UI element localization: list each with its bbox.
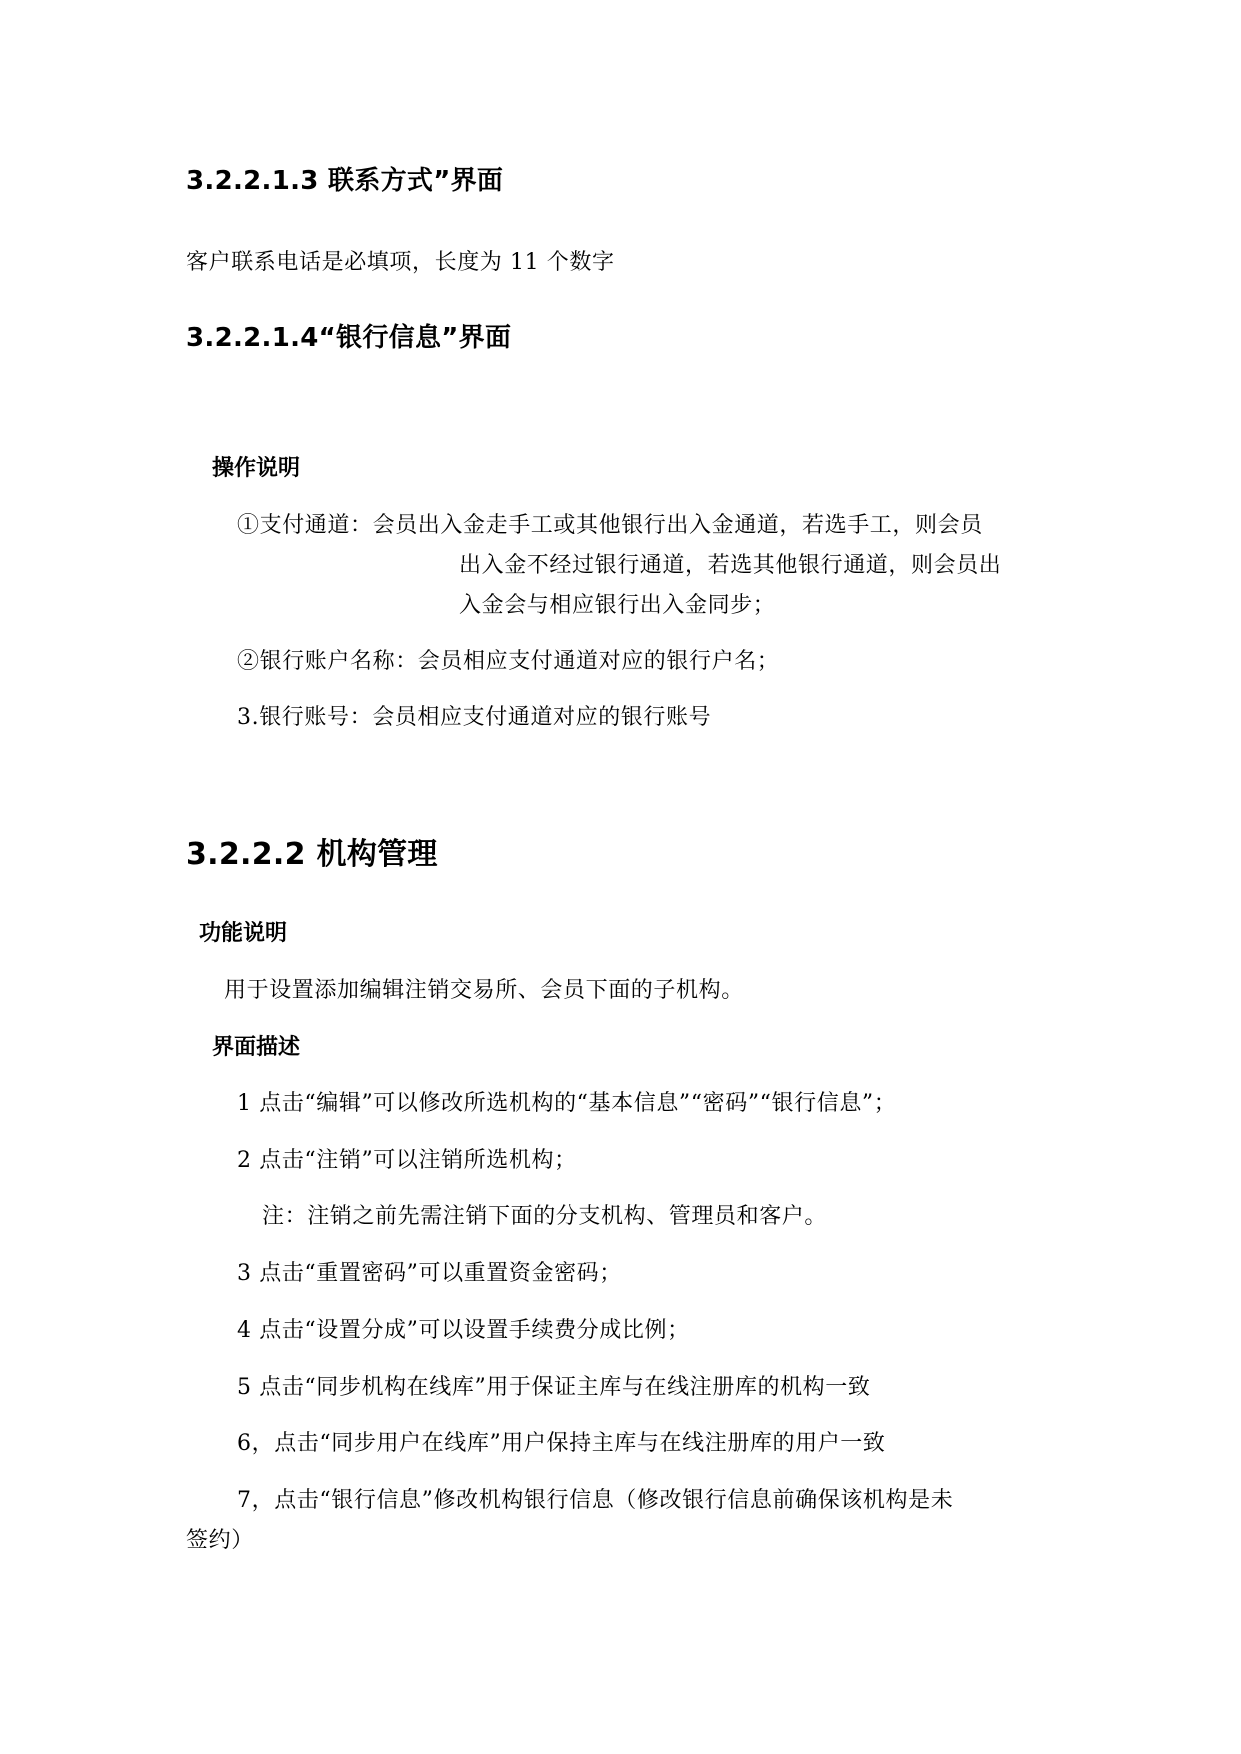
contact-phone-rule: 客户联系电话是必填项，长度为 11 个数字 [186,250,615,275]
interface-description-title: 界面描述 [212,1035,301,1060]
list-item-cancel-note: 注：注销之前先需注销下面的分支机构、管理员和客户。 [262,1204,828,1229]
payment-channel-line-1: ①支付通道：会员出入金走手工或其他银行出入金通道，若选手工，则会员 [237,513,983,538]
payment-channel-line-3: 入金会与相应银行出入金同步； [459,593,776,618]
list-item-edit: 1 点击“编辑”可以修改所选机构的“基本信息”“密码”“银行信息”； [237,1091,897,1116]
payment-channel-line-2: 出入金不经过银行通道，若选其他银行通道，则会员出 [459,553,1002,578]
bank-account-name-item: ②银行账户名称：会员相应支付通道对应的银行户名； [237,649,780,674]
list-item-set-commission: 4 点击“设置分成”可以设置手续费分成比例； [237,1318,690,1343]
operation-description-title: 操作说明 [212,456,301,481]
heading-org-management: 3.2.2.2 机构管理 [186,837,438,872]
list-item-cancel: 2 点击“注销”可以注销所选机构； [237,1148,577,1173]
heading-contact-info: 3.2.2.1.3 联系方式”界面 [186,166,504,196]
list-item-bank-info-line-1: 7，点击“银行信息”修改机构银行信息（修改银行信息前确保该机构是未 [237,1488,954,1513]
list-item-bank-info-line-2: 签约） [186,1528,254,1553]
function-description-title: 功能说明 [199,921,288,946]
heading-bank-info: 3.2.2.1.4“银行信息”界面 [186,323,512,353]
list-item-sync-user: 6，点击“同步用户在线库”用户保持主库与在线注册库的用户一致 [237,1431,886,1456]
list-item-reset-password: 3 点击“重置密码”可以重置资金密码； [237,1261,622,1286]
list-item-sync-org: 5 点击“同步机构在线库”用于保证主库与在线注册库的机构一致 [237,1375,871,1400]
bank-account-number-item: 3.银行账号：会员相应支付通道对应的银行账号 [237,705,712,730]
function-description-text: 用于设置添加编辑注销交易所、会员下面的子机构。 [224,978,744,1003]
